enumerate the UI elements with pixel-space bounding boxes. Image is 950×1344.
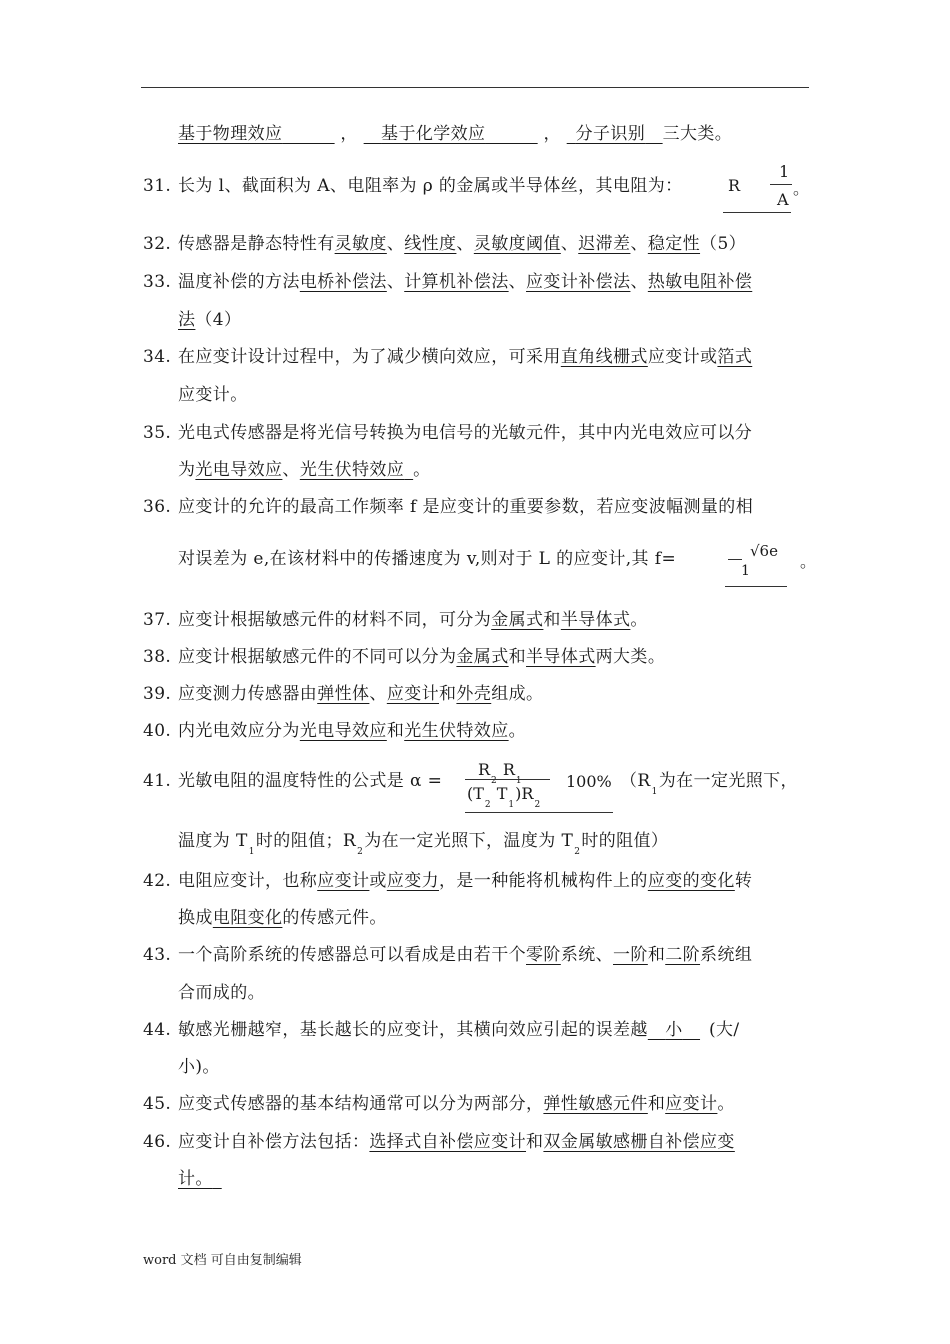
answer-hysteresis: 迟滞差 — [578, 234, 631, 254]
answer-threshold: 灵敏度阈值 — [473, 234, 561, 254]
answer-underline — [723, 212, 791, 213]
fraction-bar — [465, 779, 550, 780]
question-number: 31. — [143, 176, 172, 196]
answer-sensitivity: 灵敏度 — [334, 234, 387, 254]
answer-photovoltaic: 光生伏特效应 — [299, 460, 405, 480]
formula-denominator: 1 — [741, 563, 750, 579]
answer-foil: 箔式 — [717, 347, 753, 367]
formula-R: R — [728, 176, 741, 195]
header-rule — [141, 87, 809, 88]
answer-physical-effect: 基于物理效应 — [178, 124, 283, 144]
answer-thermistor-compensation: 热敏电阻补偿 — [647, 272, 753, 292]
answer-underline — [725, 586, 787, 587]
formula-denominator: A — [777, 190, 789, 209]
formula-numerator: 1 — [779, 162, 790, 181]
answer-linearity: 线性度 — [404, 234, 457, 254]
answer-right-angle-grid: 直角线栅式 — [560, 347, 648, 367]
answer-photoconductive: 光电导效应 — [195, 460, 283, 480]
answer-molecular-recognition: 分子识别 — [575, 124, 646, 144]
fraction-bar — [770, 184, 792, 185]
answer-computer-compensation: 计算机补偿法 — [404, 272, 509, 292]
page-footer: word 文档 可自由复制编辑 — [143, 1253, 302, 1268]
answer-chemical-effect: 基于化学效应 — [381, 124, 486, 144]
formula-denominator: ($T_2$ $T_1)R_2$ — [467, 784, 541, 810]
top-line: 基于物理效应 ， 基于化学效应 ， 分子识别 三大类。 — [178, 124, 733, 144]
answer-underline — [465, 812, 613, 813]
answer-stability: 稳定性 — [647, 234, 701, 254]
answer-bridge-compensation: 电桥补偿法 — [299, 272, 387, 292]
formula-numerator: √6e — [750, 542, 778, 560]
question-text: 长为 l、截面积为 A、电阻率为 ρ 的金属或半导体丝，其电阻为： — [178, 176, 683, 196]
answer-strain-gauge-compensation: 应变计补偿法 — [526, 272, 631, 292]
formula-numerator: $R_2$ $R_1$ — [478, 760, 522, 786]
